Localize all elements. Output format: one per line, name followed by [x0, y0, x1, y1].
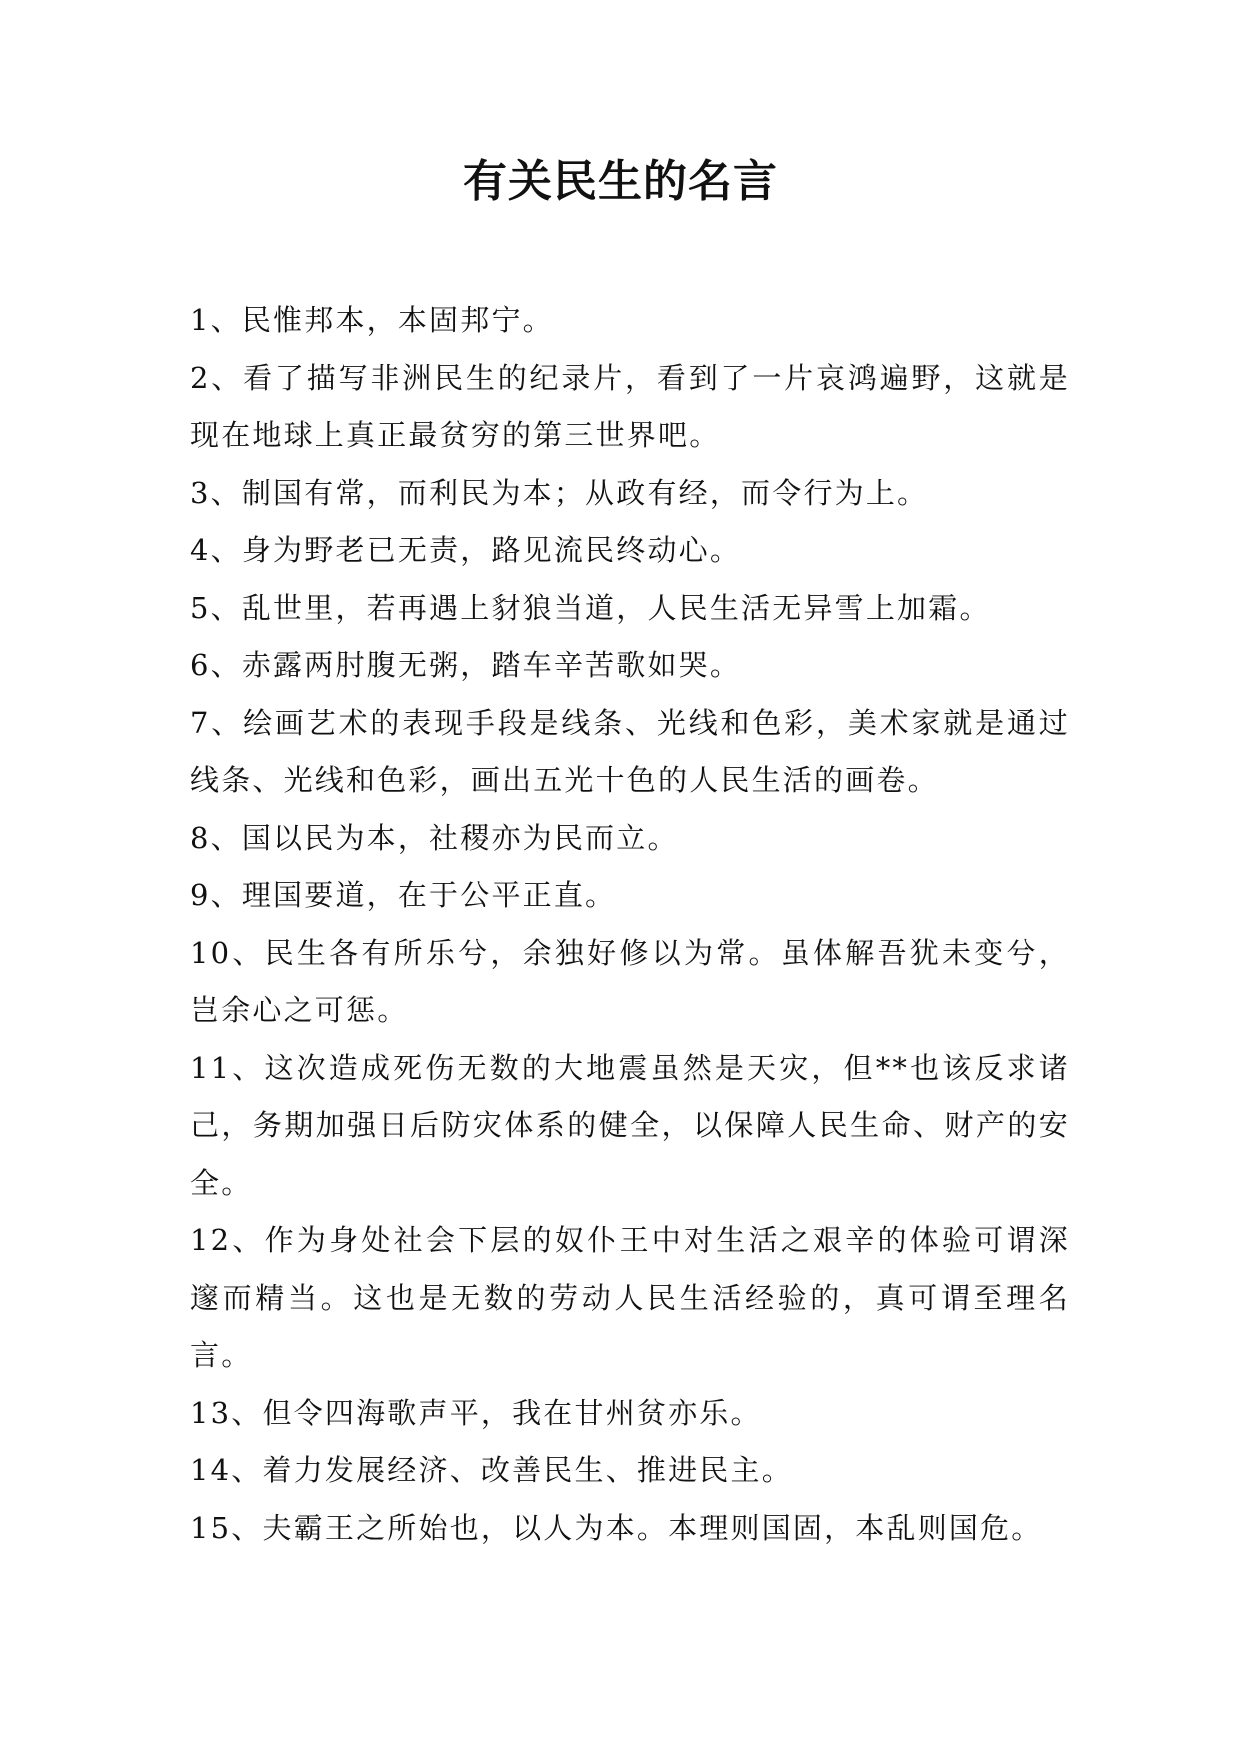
quote-item: 3、制国有常，而利民为本；从政有经，而令行为上。	[190, 475, 929, 510]
document-title: 有关民生的名言	[463, 156, 778, 207]
quote-item: 13、但令四海歌声平，我在甘州贫亦乐。	[190, 1395, 762, 1430]
quote-item: 1、民惟邦本，本固邦宁。	[190, 303, 554, 337]
quote-item: 9、理国要道，在于公平正直。	[190, 878, 617, 912]
quote-item: 4、身为野老已无责，路见流民终动心。	[190, 533, 742, 567]
quote-list	[190, 292, 1070, 1557]
quote-item: 2、看了描写非洲民生的纪录片，看到了一片哀鸿遍野，这就是现在地球上真正最贫穷的第三世界吧。	[190, 360, 1070, 452]
quote-item: 10、民生各有所乐兮，余独好修以为常。虽体解吾犹未变兮，岂余心之可惩。	[190, 935, 1070, 1027]
quote-item: 5、乱世里，若再遇上豺狼当道，人民生活无异雪上加霜。	[190, 590, 991, 625]
quote-item: 12、作为身处社会下层的奴仆王中对生活之艰辛的体验可谓深邃而精当。这也是无数的劳动人民生活经验的，真可谓至理名言。	[190, 1223, 1070, 1372]
quote-item: 6、赤露两肘腹无粥，踏车辛苦歌如哭。	[190, 648, 742, 682]
quote-item: 15、夫霸王之所始也，以人为本。本理则国固，本乱则国危。	[190, 1510, 1043, 1545]
quote-item: 14、着力发展经济、改善民生、推进民主。	[190, 1453, 793, 1487]
quote-item: 8、国以民为本，社稷亦为民而立。	[190, 820, 679, 855]
quote-item: 11、这次造成死伤无数的大地震虽然是天灾，但**也该反求诸己，务期加强日后防灾体系的健全，以保障人民生命、财产的安全。	[190, 1050, 1070, 1200]
quote-item: 7、绘画艺术的表现手段是线条、光线和色彩，美术家就是通过线条、光线和色彩，画出五光十色的人民生活的画卷。	[190, 705, 1070, 797]
